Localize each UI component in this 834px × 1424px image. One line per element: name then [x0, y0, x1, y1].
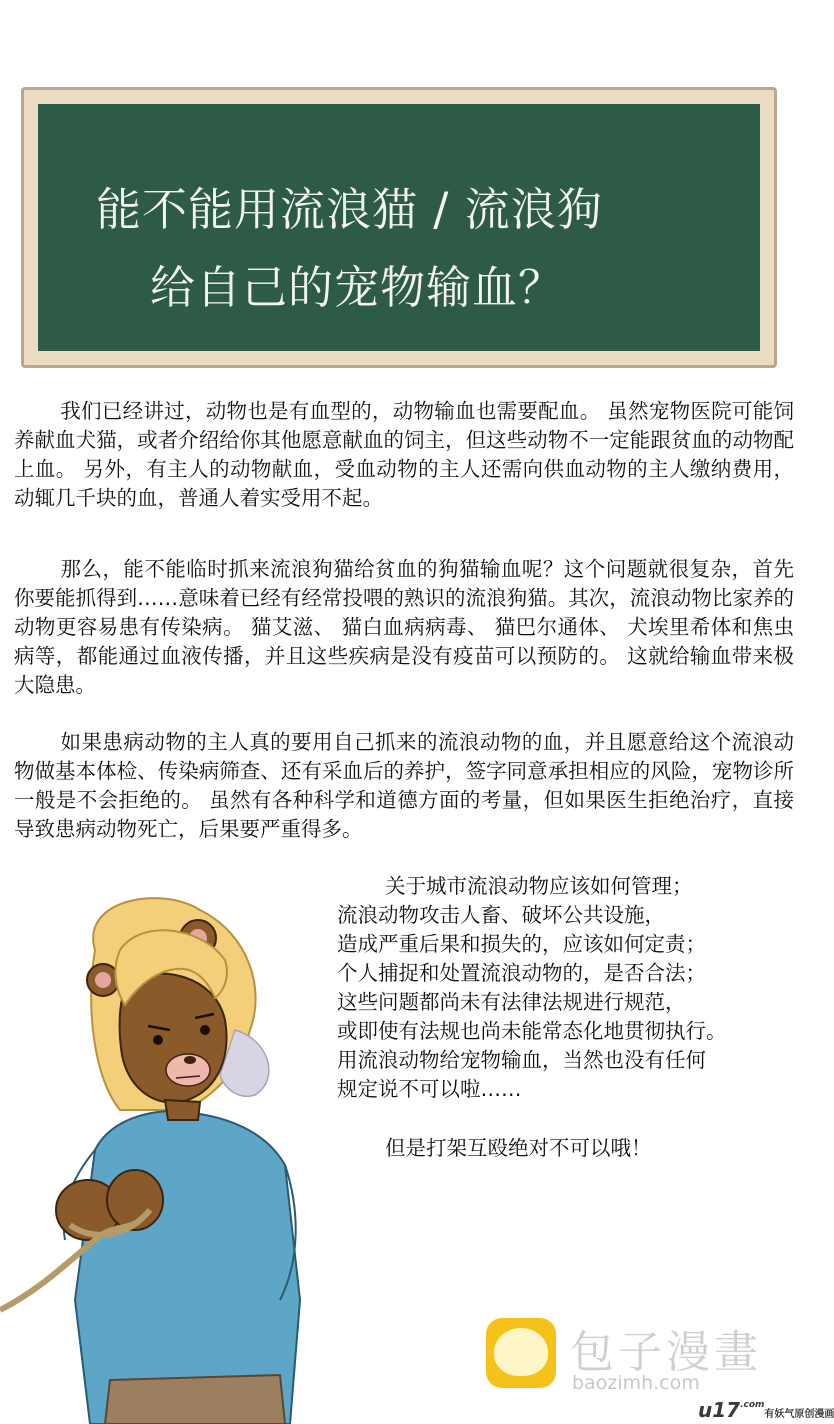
side-note-line: 关于城市流浪动物应该如何管理；	[385, 874, 693, 898]
paragraph-1	[14, 397, 794, 513]
u17-logo	[698, 1398, 834, 1422]
title-line-1: 能不能用流浪猫 / 流浪狗	[96, 183, 603, 236]
chalkboard	[38, 104, 760, 351]
title-line-2: 给自己的宠物输血？	[150, 261, 565, 314]
side-note-line: 造成严重后果和损失的，应该如何定责；	[337, 932, 706, 956]
paragraph-3-text: 如果患病动物的主人真的要用自己抓来的流浪动物的血，并且愿意给这个流浪动物做基本体检、传染病筛查、还有采血后的养护，签字同意承担相应的风险，宠物诊所一般是不会拒绝的。 虽然有各种科学和道德方面的考量，但如果医生拒绝治疗，直接导致患病动物死亡，后果要严重得多。	[14, 730, 794, 841]
baozi-logo-icon	[486, 1318, 556, 1388]
paragraph-2-text: 那么，能不能临时抓来流浪狗猫给贫血的狗猫输血呢？这个问题就很复杂，首先你要能抓得到……意味着已经有经常投喂的熟识的流浪狗猫。其次，流浪动物比家养的动物更容易患有传染病。 猫艾滋、 猫白血病病毒、 猫巴尔通体、 犬埃里希体和焦虫病等，都能通过血液传播，并且这些疾病是没有疫苗可以预防的。 这就给输血带来极大隐患。	[14, 557, 794, 697]
paragraph-3	[14, 728, 794, 844]
watermark-brand: 包子漫畫	[570, 1327, 762, 1378]
side-note-line: 流浪动物攻击人畜、破坏公共设施，	[337, 903, 665, 927]
watermark-url: baozimh.com	[572, 1372, 700, 1394]
side-note-line: 用流浪动物给宠物输血，当然也没有任何	[337, 1048, 706, 1072]
u17-com: .com	[740, 1400, 765, 1410]
paragraph-2	[14, 555, 794, 700]
side-note-line: 或即使有法规也尚未能常态化地贯彻执行。	[337, 1019, 727, 1043]
u17-tag: 有妖气原创漫画	[764, 1409, 834, 1420]
side-note-line: 个人捕捉和处置流浪动物的，是否合法；	[337, 961, 706, 985]
side-note-line: 这些问题都尚未有法律法规进行规范，	[337, 990, 686, 1014]
character-illustration	[0, 880, 340, 1424]
side-note-closing: 但是打架互殴绝对不可以哦！	[385, 1136, 652, 1160]
paragraph-1-text: 我们已经讲过，动物也是有血型的，动物输血也需要配血。 虽然宠物医院可能饲养献血犬猫，或者介绍给你其他愿意献血的饲主，但这些动物不一定能跟贫血的动物配上血。 另外，有主人的动物献血，受血动物的主人还需向供血动物的主人缴纳费用，动辄几千块的血，普通人着实受用不起。	[14, 399, 794, 510]
u17-text: u17	[698, 1398, 741, 1422]
side-note-line: 规定说不可以啦……	[337, 1077, 522, 1101]
side-note	[337, 872, 797, 1163]
